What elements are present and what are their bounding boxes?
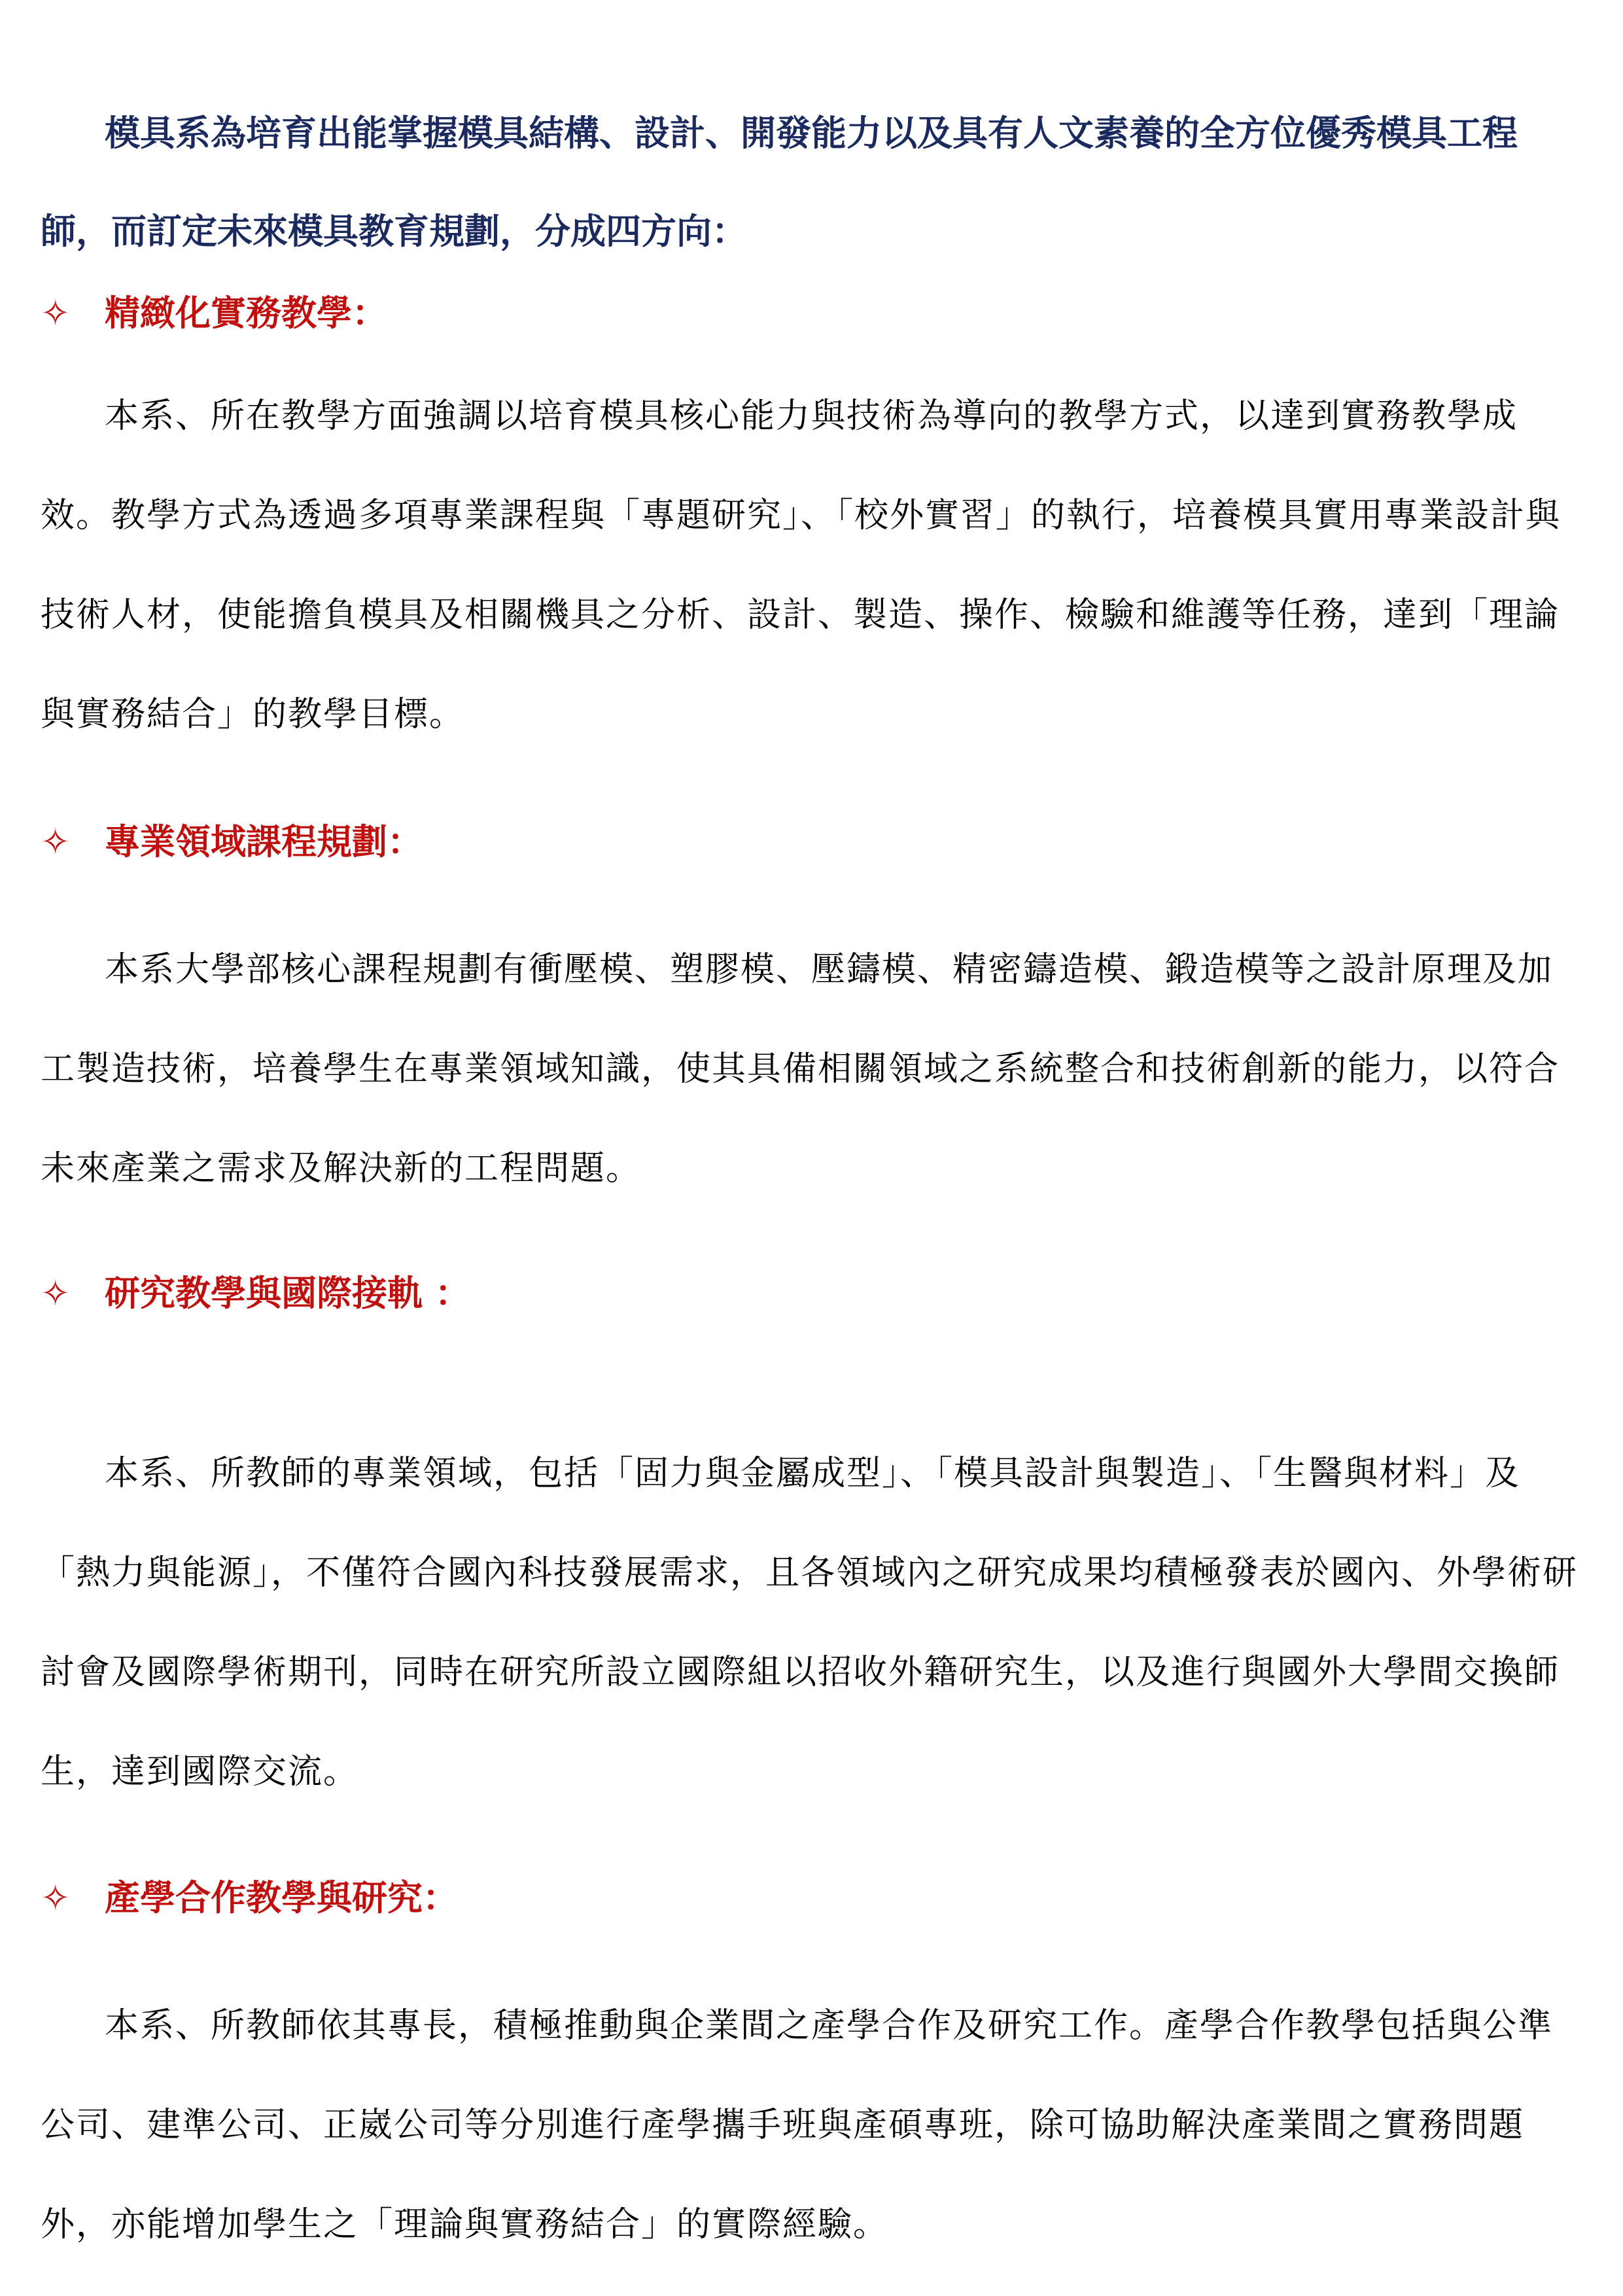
section-body-practical-teaching: 本系、所在教學方面強調以培育模具核心能力與技術為導向的教學方式，以達到實務教學成效。教學方式為透過多項專業課程與「專題研究」、「校外實習」的執行，培養模具實用專業設計與技術人材，使能擔負模具及相關機具之分析、設計、製造、操作、檢驗和維護等任務，達到「理論與實務結合」的教學目標。: [41, 397, 1562, 734]
section-heading-text: 研究教學與國際接軌 ：: [105, 1272, 470, 1314]
bullet-diamond-icon: ✧: [41, 821, 71, 862]
section-heading-text: 精緻化實務教學：: [105, 292, 387, 334]
section-body-industry-academia: 本系、所教師依其專長，積極推動與企業間之產學合作及研究工作。產學合作教學包括與公準公司、建準公司、正崴公司等分別進行產學攜手班與產碩專班，除可協助解決產業間之實務問題外，亦能增加學生之「理論與實務結合」的實際經驗。: [41, 2006, 1554, 2244]
section-heading-industry-academia: [41, 1871, 1584, 1924]
section-heading-international: [41, 1267, 1584, 1320]
bullet-diamond-icon: ✧: [41, 1273, 71, 1314]
intro-paragraph: 模具系為培育出能掌握模具結構、設計、開發能力以及具有人文素養的全方位優秀模具工程師，而訂定未來模具教育規劃，分成四方向：: [41, 112, 1518, 252]
section-body-curriculum: 本系大學部核心課程規劃有衝壓模、塑膠模、壓鑄模、精密鑄造模、鍛造模等之設計原理及加工製造技術，培養學生在專業領域知識，使其具備相關領域之系統整合和技術創新的能力，以符合未來產業之需求及解決新的工程問題。: [41, 950, 1560, 1188]
bullet-diamond-icon: ✧: [41, 1877, 71, 1918]
section-heading-text: 專業領域課程規劃：: [105, 821, 423, 862]
section-heading-practical-teaching: [41, 287, 1584, 340]
section-heading-text: 產學合作教學與研究：: [105, 1877, 458, 1918]
bullet-diamond-icon: ✧: [41, 292, 71, 334]
section-body-international: 本系、所教師的專業領域，包括「固力與金屬成型」、「模具設計與製造」、「生醫與材料」及「熱力與能源」，不僅符合國內科技發展需求，且各領域內之研究成果均積極發表於國內、外學術研討會及國際學術期刊，同時在研究所設立國際組以招收外籍研究生，以及進行與國外大學間交換師生，達到國際交流。: [41, 1454, 1579, 1792]
section-heading-curriculum: [41, 815, 1584, 868]
